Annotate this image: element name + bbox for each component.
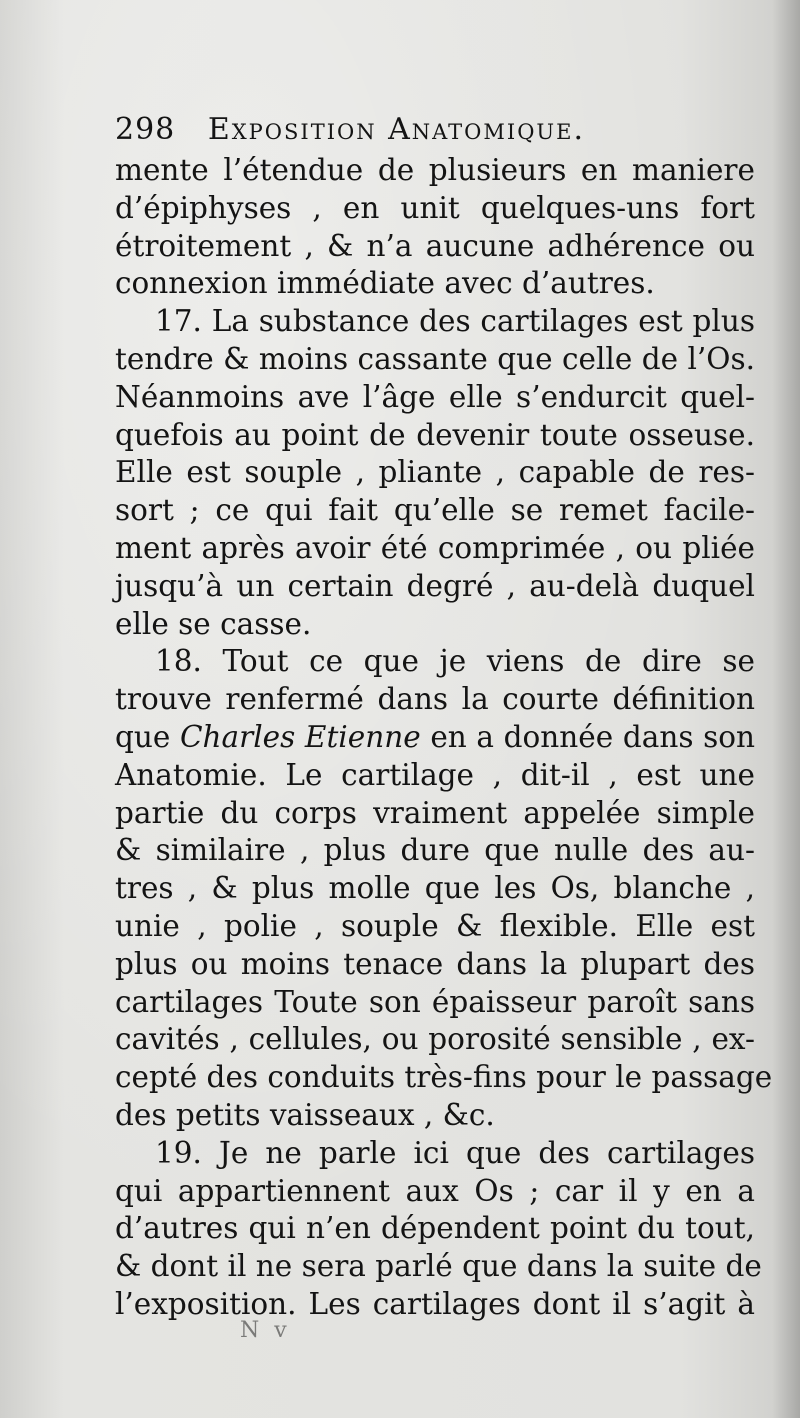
text-line: tres , & plus molle que les Os, blanche , (115, 871, 755, 906)
text-line: sort ; ce qui fait qu’elle se remet facile- (115, 493, 755, 528)
page-number: 298 (115, 112, 176, 147)
text-line: quefois au point de devenir toute osseuse. (115, 417, 755, 452)
text-line: cepté des conduits très-fins pour le passage (115, 1060, 773, 1095)
text-line: trouve renfermé dans la courte définition (115, 682, 755, 717)
text-line: jusqu’à un certain degré , au-delà duquel (115, 568, 755, 603)
text-line: partie du corps vraiment appelée simple (115, 795, 755, 830)
text-line: des petits vaisseaux , &c. (115, 1097, 495, 1132)
body-text (115, 152, 773, 1324)
text-line: Elle est souple , pliante , capable de res- (115, 455, 755, 490)
text-line: cartilages Toute son épaisseur paroît sans (115, 984, 755, 1019)
paragraph-19-start: 19. Je ne parle ici que des cartilages (155, 1135, 755, 1170)
paragraph-18-start: 18. Tout ce que je viens de dire se (155, 644, 755, 679)
text-line: unie , polie , souple & flexible. Elle est (115, 908, 755, 943)
text-line: & dont il ne sera parlé que dans la suite de (115, 1249, 762, 1284)
text-run: que (115, 719, 180, 754)
text-run: en a donnée dans son (420, 719, 755, 754)
running-title: Exposition Anatomique. (207, 112, 585, 147)
text-line: Anatomie. Le cartilage , dit-il , est une (115, 757, 755, 792)
text-line: d’épiphyses , en unit quelques-uns fort (115, 190, 755, 225)
text-line: l’exposition. Les cartilages dont il s’agit à (115, 1286, 755, 1321)
text-line: tendre & moins cassante que celle de l’Os. (115, 341, 755, 376)
show-through-signature: N v (240, 1318, 291, 1343)
text-line: d’autres qui n’en dépendent point du tout, (115, 1211, 755, 1246)
text-line: Néanmoins ave l’âge elle s’endurcit quel- (115, 379, 755, 414)
text-line: qui appartiennent aux Os ; car il y en a (115, 1173, 755, 1208)
page-header (115, 112, 755, 152)
page-gutter-shadow (772, 0, 800, 1418)
text-line: & similaire , plus dure que nulle des au- (115, 833, 755, 868)
text-line: connexion immédiate avec d’autres. (115, 266, 655, 301)
text-line: elle se casse. (115, 606, 312, 641)
text-line: étroitement , & n’a aucune adhérence ou (115, 228, 755, 263)
text-line: mente l’étendue de plusieurs en maniere (115, 153, 755, 187)
italic-name: Charles Etienne (179, 719, 421, 754)
text-line: cavités , cellules, ou porosité sensible , ex- (115, 1022, 755, 1057)
text-line: plus ou moins tenace dans la plupart des (115, 946, 755, 981)
text-line-with-italic (115, 719, 755, 757)
text-line: ment après avoir été comprimée , ou pliée (115, 530, 755, 565)
paragraph-17-start: 17. La substance des cartilages est plus (155, 304, 755, 339)
